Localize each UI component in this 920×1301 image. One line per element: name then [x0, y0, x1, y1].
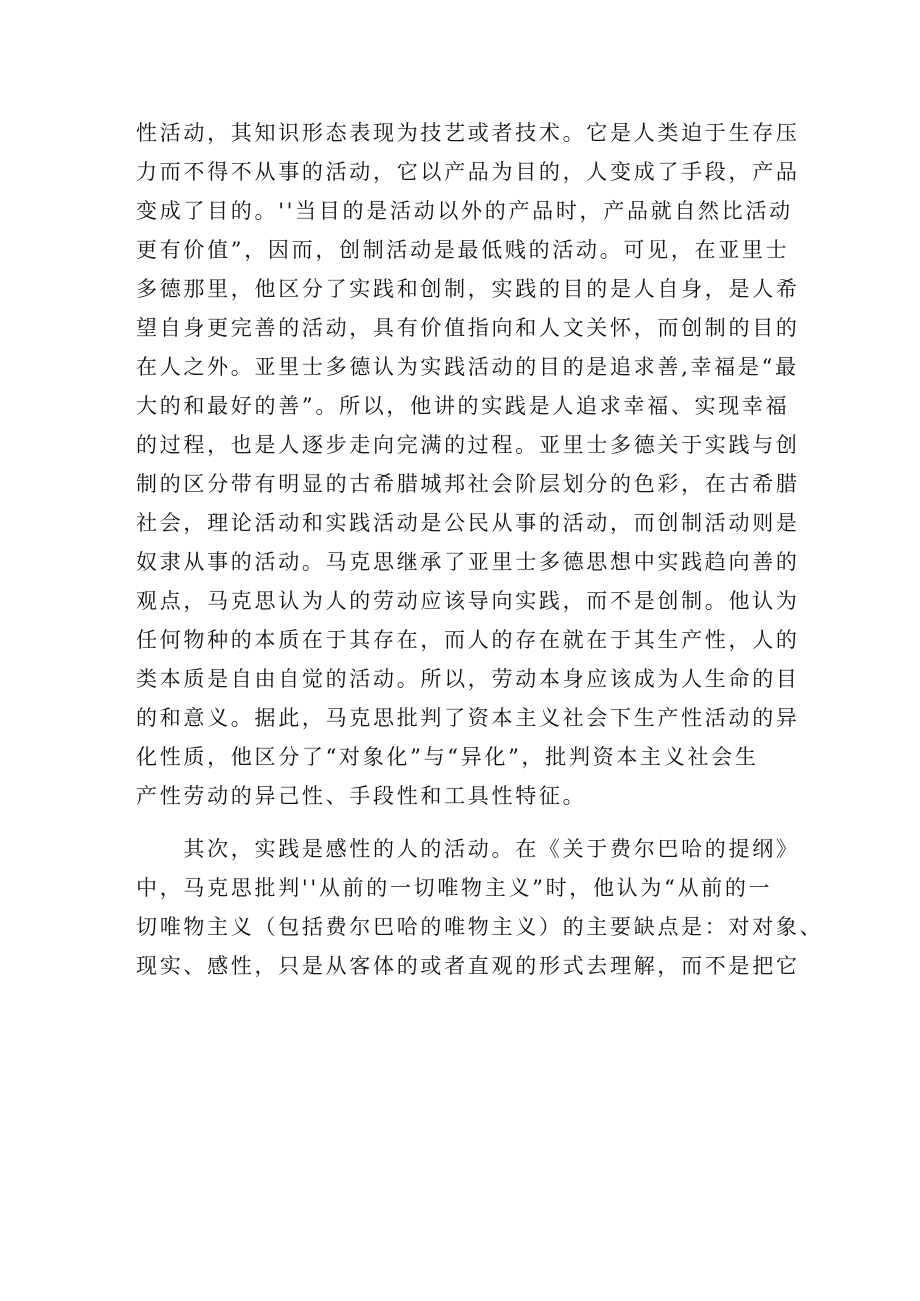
paragraph-gap [136, 816, 796, 830]
text-line: 切唯物主义（包括费尔巴哈的唯物主义）的主要缺点是：对对象、 [136, 915, 824, 939]
text-line: 力而不得不从事的活动，它以产品为目的，人变成了手段，产品 [136, 160, 800, 184]
text-line: 观点，马克思认为人的劳动应该导向实践，而不是创制。他认为 [136, 589, 800, 613]
text-line: 在人之外。亚里士多德认为实践活动的目的是追求善,幸福是“最 [136, 355, 799, 379]
text-line: 化性质，他区分了“对象化”与“异化”，批判资本主义社会生 [136, 745, 759, 769]
text-line: 的过程，也是人逐步走向完满的过程。亚里士多德关于实践与创 [136, 433, 800, 457]
text-line: 变成了目的。''当目的是活动以外的产品时，产品就自然比活动 [136, 199, 793, 223]
text-line: 更有价值”，因而，创制活动是最低贱的活动。可见，在亚里士 [136, 238, 790, 262]
text-line: 产性劳动的异己性、手段性和工具性特征。 [136, 784, 587, 808]
text-line: 的和意义。据此，马克思批判了资本主义社会下生产性活动的异 [136, 706, 800, 730]
text-line: 现实、感性，只是从客体的或者直观的形式去理解，而不是把它 [136, 954, 800, 978]
text-line: 社会，理论活动和实践活动是公民从事的活动，而创制活动则是 [136, 511, 800, 535]
text-line: 大的和最好的善”。所以，他讲的实践是人追求幸福、实现幸福 [136, 394, 790, 418]
text-line: 性活动，其知识形态表现为技艺或者技术。它是人类迫于生存压 [136, 121, 800, 145]
text-line: 奴隶从事的活动。马克思继承了亚里士多德思想中实践趋向善的 [136, 550, 800, 574]
text-line: 望自身更完善的活动，具有价值指向和人文关怀，而创制的目的 [136, 316, 800, 340]
text-line: 制的区分带有明显的古希腊城邦社会阶层划分的色彩，在古希腊 [136, 472, 800, 496]
text-line: 任何物种的本质在于其存在，而人的存在就在于其生产性，人的 [136, 628, 800, 652]
body-text [136, 114, 824, 986]
paragraph [136, 830, 824, 986]
text-line: 其次，实践是感性的人的活动。在《关于费尔巴哈的提纲》 [136, 837, 800, 861]
text-line: 中，马克思批判''从前的一切唯物主义”时，他认为“从前的一 [136, 876, 773, 900]
text-line: 类本质是自由自觉的活动。所以，劳动本身应该成为人生命的目 [136, 667, 800, 691]
text-line: 多德那里，他区分了实践和创制，实践的目的是人自身，是人希 [136, 277, 800, 301]
paragraph [136, 114, 800, 816]
